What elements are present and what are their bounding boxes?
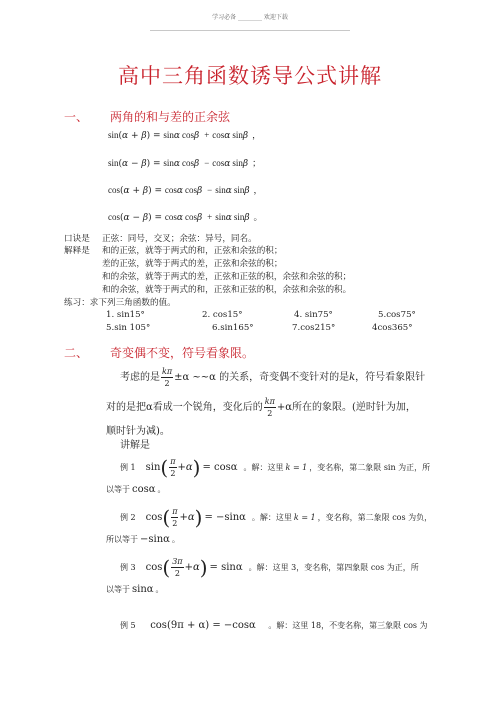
formula-row: cos(α − β) = cosα cosβ + sinα sinβ 。 [108, 212, 263, 223]
fraction-numerator: kπ [264, 397, 275, 406]
example-2 [120, 506, 432, 529]
formula-operator: + [130, 131, 139, 141]
formula-lhs-fn: cos [108, 185, 120, 195]
beta-symbol: β [141, 159, 147, 169]
explain-label: 解释是 [64, 246, 90, 256]
formula-lhs-fn: cos [108, 212, 120, 222]
beta-symbol: β [142, 186, 149, 196]
section-2-title: 奇变偶不变，符号看象限。 [110, 346, 255, 360]
section-1-heading [64, 108, 230, 125]
header-right-text: 欢迎下载 [263, 14, 288, 21]
formula-token: − [204, 158, 210, 168]
formula-token: sin [215, 185, 226, 195]
paren-right: ) [199, 555, 208, 580]
formula-token: + [204, 130, 210, 140]
formula-token: cos [181, 158, 194, 168]
example-rhs: = −sinα [204, 512, 246, 523]
paren-right: ) [192, 455, 201, 480]
example-label: 例 2 [120, 513, 136, 522]
formula-token: α [225, 186, 232, 196]
header-dots: ________ [238, 14, 262, 21]
formula-lhs-fn: sin [108, 130, 119, 140]
para-text: ±α ~~α 的关系，奇变偶不变针对的是 [174, 372, 350, 383]
formula-token: cos [184, 185, 197, 195]
header-left-text: 学习必备 [212, 14, 237, 21]
example-3-continuation [106, 584, 164, 595]
fraction-denominator: 2 [172, 519, 178, 528]
formula-token: sin [163, 158, 174, 168]
formula-row: sin(α + β) = sinα cosβ + cosα sinβ ， [108, 130, 262, 141]
fraction-denominator: 2 [164, 379, 170, 388]
formula-end: ； [252, 159, 262, 169]
explain-label-line [64, 244, 282, 256]
formula-token: sin [215, 212, 226, 222]
formula-token: α [225, 213, 232, 223]
para-text: 考虑的是 [120, 372, 160, 383]
formula-token: α [173, 131, 180, 141]
alpha-symbol: α [123, 186, 130, 196]
formula-end: 。 [253, 213, 263, 223]
fraction [264, 396, 276, 419]
paren-left: ( [160, 455, 169, 480]
formula-token: β [242, 159, 249, 169]
induction-paragraph-line-2 [106, 396, 416, 419]
formula-token: β [244, 186, 250, 196]
alpha-symbol: α [185, 462, 193, 473]
alpha-symbol: α [122, 159, 129, 169]
alpha-symbol: α [187, 512, 195, 523]
continuation-end: 。 [171, 535, 180, 544]
practice-label: 练习：求下列三角函数的值。 [64, 298, 176, 308]
example-note: 。解：这里 [243, 463, 284, 472]
formula-token: α [176, 213, 183, 223]
example-expression: cos(9π + α) = −cosα [150, 620, 256, 631]
continuation-text: 以等于 [106, 485, 130, 494]
formula-token: β [193, 159, 200, 169]
continuation-value: cosα [132, 484, 156, 495]
example-fn: cos [145, 562, 163, 573]
formula-token: cos [212, 158, 225, 168]
formula-token: sin [232, 130, 243, 140]
example-fn: cos [145, 512, 163, 523]
formula-token: sin [233, 212, 245, 222]
example-2-continuation [106, 534, 180, 545]
formula-operator: − [130, 159, 139, 169]
formula-lhs-fn: sin [108, 158, 119, 168]
formula-token: β [244, 213, 250, 223]
example-label: 例 1 [120, 463, 136, 472]
fraction [171, 556, 183, 579]
practice-item: 2. cos15° [202, 310, 243, 320]
mnemonic-text: 正弦：同号，交叉；余弦：异号，同名。 [102, 234, 257, 244]
example-5 [120, 620, 428, 631]
fraction-denominator: 2 [170, 469, 176, 478]
page-header [0, 12, 500, 21]
formula-token: sin [232, 158, 243, 168]
paren-left: ( [162, 555, 171, 580]
variable-k: k [349, 372, 356, 383]
formula-token: α [224, 159, 231, 169]
induction-paragraph-line-1 [120, 366, 425, 389]
formula-token: β [196, 186, 203, 196]
induction-paragraph-line-3: 顺时针为减)。 [106, 426, 170, 437]
fraction-numerator: 3π [172, 557, 183, 566]
formula-end: ， [252, 131, 262, 141]
formula-row: sin(α − β) = sinα cosβ − cosα sinβ ； [108, 158, 262, 169]
practice-item: 7.cos215° [292, 323, 336, 333]
fraction-denominator: 2 [174, 569, 180, 578]
formula-token: α [224, 131, 231, 141]
paren-left: ( [162, 505, 171, 530]
section-1-title: 两角的和与差的正余弦 [110, 110, 231, 124]
continuation-text: 以等于 [106, 585, 130, 594]
example-label: 例 5 [120, 621, 136, 630]
formula-token: β [242, 131, 249, 141]
formula-token: cos [181, 130, 194, 140]
example-note-2: ，变名称，第二象限 sin 为正，所 [309, 463, 431, 472]
continuation-value: −sinα [140, 534, 170, 545]
practice-item: 5.sin 105° [106, 323, 151, 333]
formula-operator: + [132, 186, 141, 196]
explain-line-4: 和的余弦，就等于两式的和，正弦和正弦的积，余弦和余弦的积。 [102, 285, 352, 295]
section-2-heading [64, 344, 254, 361]
continuation-end: 。 [155, 585, 164, 594]
example-rhs: = cosα [202, 462, 238, 473]
example-expression: cos( $\frac{\pi}{2}$ +α) = −sinα [145, 505, 246, 530]
section-2-number: 二、 [64, 346, 89, 360]
explain-line-1: 和的正弦，就等于两式的和，正弦和余弦的积； [102, 246, 283, 256]
example-k-value: k = 1 [293, 513, 316, 522]
section-1-number: 一、 [64, 110, 89, 124]
practice-item: 5.cos75° [378, 310, 416, 320]
example-note: 。解：这里 3，变名称，第四象限 cos 为正，所 [248, 563, 419, 572]
explain-line-2: 差的正弦，就等于两式的差，正弦和余弦的积； [102, 259, 283, 269]
example-rhs: = sinα [209, 562, 243, 573]
para-text: ，符号看象限针 [355, 372, 426, 383]
fraction [171, 506, 178, 529]
fraction-numerator: π [170, 457, 176, 466]
continuation-end: 。 [157, 485, 166, 494]
formula-token: cos [212, 130, 225, 140]
example-note-2: ，变名称，第二象限 cos 为负， [317, 513, 433, 522]
paren-right: ) [194, 505, 203, 530]
fraction-numerator: π [172, 507, 178, 516]
example-1 [120, 456, 430, 479]
para-text: 对的是把α看成一个锐角，变化后的 [106, 402, 263, 413]
example-3 [120, 556, 419, 579]
alpha-symbol: α [123, 213, 130, 223]
fraction-denominator: 2 [267, 409, 273, 418]
example-expression: sin( $\frac{\pi}{2}$ +α) = cosα [145, 455, 238, 480]
mnemonic-label: 口诀是 [64, 234, 90, 244]
fraction-numerator: kπ [162, 367, 173, 376]
example-1-continuation [106, 484, 166, 495]
page-title: 高中三角函数诱导公式讲解 [118, 64, 382, 88]
practice-item: 4. sin75° [294, 310, 333, 320]
example-note: 。解：这里 18，不变名称，第三象限 cos 为 [268, 621, 428, 630]
example-expression: cos( $\frac{3\pi}{2}$ +α) = sinα [145, 555, 243, 580]
example-k-value: k = 1 [285, 463, 308, 472]
fraction [169, 456, 176, 479]
practice-item: 6.sin165° [212, 323, 254, 333]
fraction [161, 366, 173, 389]
example-fn: sin [145, 462, 161, 473]
header-rule [150, 30, 350, 31]
formula-token: β [193, 131, 200, 141]
beta-symbol: β [142, 213, 149, 223]
formula-token: cos [184, 212, 197, 222]
formula-token: α [176, 186, 183, 196]
continuation-value: sinα [132, 584, 154, 595]
practice-item: 1. sin15° [106, 310, 145, 320]
formula-token: sin [233, 185, 245, 195]
formula-end: ， [253, 186, 263, 196]
continuation-text: 所以等于 [106, 535, 138, 544]
formula-token: cos [164, 212, 177, 222]
para-text: +α所在的象限。(逆时针为加， [276, 402, 416, 413]
formula-token: + [207, 212, 213, 222]
formula-token: cos [164, 185, 177, 195]
explain-line-3: 和的余弦，就等于两式的差，正弦和正弦的积，余弦和余弦的积； [102, 272, 352, 282]
formula-token: β [196, 213, 203, 223]
example-label: 例 3 [120, 563, 136, 572]
example-note: 。解：这里 [251, 513, 292, 522]
practice-item: 4cos365° [372, 323, 413, 333]
alpha-symbol: α [192, 562, 200, 573]
beta-symbol: β [141, 131, 147, 141]
formula-row: cos(α + β) = cosα cosβ − sinα sinβ ， [108, 185, 263, 196]
formula-token: α [173, 159, 180, 169]
formula-token: sin [163, 130, 174, 140]
mnemonic-line [64, 232, 257, 244]
formula-token: − [207, 185, 213, 195]
formula-operator: − [132, 213, 141, 223]
alpha-symbol: α [122, 131, 129, 141]
explain-label-2: 讲解是 [120, 440, 150, 451]
